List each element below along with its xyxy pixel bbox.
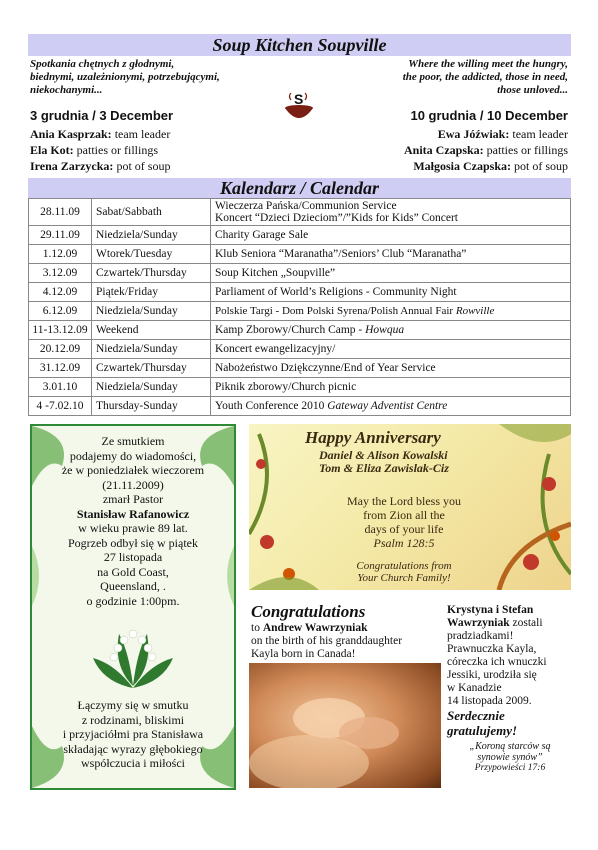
proverb-quote [447,741,573,774]
couple-name: Tom & Eliza Zawislak-Ciz [319,461,449,475]
member-name: Małgosia Czapska: [413,159,511,173]
baby-photo [249,663,441,788]
grandfather-name: Andrew Wawrzyniak [262,622,368,634]
member-role: team leader [512,127,568,141]
logo-letter: S [294,91,304,107]
from-line: Congratulations from [356,560,452,572]
memorial-line: Ze smutkiem [101,434,165,448]
memorial-line: Queensland, . [100,579,166,593]
event-date: 6.12.09 [29,302,92,321]
table-row [29,283,571,302]
anniversary-title: Happy Anniversary [305,428,441,447]
team-date: 10 grudnia / 10 December [410,108,568,123]
event-text: Polskie Targi - Dom Polski Syrena/Polish Annual Fair [215,305,456,317]
congrats-title: Congratulations [251,602,366,621]
memorial-closing [32,698,234,771]
team-right [328,108,568,174]
great-grandparents-surname: Wawrzyniak [447,617,510,629]
memorial-line: na Gold Coast, [97,564,169,579]
table-row [29,359,571,378]
note-line: pradziadkami! [447,630,514,642]
event-day: Niedziela/Sunday [92,340,211,359]
memorial-line: współczucia i miłości [81,756,185,770]
event-name: Koncert ewangelizacyjny/ [211,340,571,359]
event-name: Nabożeństwo Dziękczynne/End of Year Service [211,359,571,378]
event-text: Youth Conference 2010 [215,400,328,412]
event-date: 28.11.09 [29,199,92,226]
member-name: Ela Kot: [30,143,74,157]
event-date: 20.12.09 [29,340,92,359]
calendar-table [28,198,571,416]
memorial-line: podajemy do wiadomości, [69,448,197,463]
note-line: Prawnuczka Kayla, [447,643,537,655]
event-name: Soup Kitchen „Soupville” [211,264,571,283]
event-date: 4.12.09 [29,283,92,302]
event-name [211,302,571,321]
congrats-text [251,622,443,661]
event-text: Kamp Zborowy/Church Camp - [215,324,366,336]
event-line: Wieczerza Pańska/Communion Service [215,200,397,212]
intro-english [330,58,568,97]
member-name: Irena Zarzycka: [30,159,114,173]
event-day: Czwartek/Thursday [92,359,211,378]
memorial-line: Pogrzeb odbył się w piątek [68,535,198,550]
table-row [29,199,571,226]
memorial-line: z rodzinami, bliskimi [81,712,185,727]
event-name: Parliament of World’s Religions - Community Night [211,283,571,302]
intro-polish-line: niekochanymi... [30,84,103,96]
great-grandparents-names: Krystyna i Stefan [447,604,534,616]
table-row [29,397,571,416]
calendar-title: Kalendarz / Calendar [219,178,380,198]
member-role: patties or fillings [76,143,158,157]
memorial-line: zmarł Pastor [102,492,164,506]
quote-line: synowie synów” [477,752,543,763]
note-line: 14 listopada 2009. [447,695,532,707]
event-date: 3.12.09 [29,264,92,283]
intro-english-line: those unloved... [497,84,568,96]
table-row [29,321,571,340]
event-day: Niedziela/Sunday [92,378,211,397]
table-row [29,245,571,264]
anniversary-card [249,424,571,590]
event-day: Weekend [92,321,211,340]
member-name: Ewa Jóźwiak: [437,127,510,141]
soup-pot-icon [281,92,317,124]
event-day: Piątek/Friday [92,283,211,302]
memorial-line: (21.11.2009) [102,477,164,492]
couple-name: Daniel & Alison Kowalski [319,448,448,462]
member-role: team leader [114,127,171,141]
cheer-line: gratulujemy! [447,723,518,738]
event-place: Gateway Adventist Centre [327,400,448,412]
team-member [30,126,270,142]
anniversary-couples [319,449,449,475]
team-member [328,142,568,158]
memorial-text [32,434,234,608]
intro-polish [30,58,290,97]
event-place: Rowville [455,305,495,317]
event-line: Koncert “Dzieci Dzieciom”/”Kids for Kids” Concert [215,212,458,224]
table-row [29,264,571,283]
intro-polish-line: Spotkania chętnych z głodnymi, [30,58,175,70]
congrats-to: to [251,622,263,634]
event-place: Howqua [365,324,405,336]
note-line: Jessiki, urodziła się [447,669,537,681]
event-date: 3.01.10 [29,378,92,397]
from-line: Your Church Family! [357,572,451,584]
event-date: 1.12.09 [29,245,92,264]
quote-line: „Koroną starców są [469,741,551,752]
team-member [30,142,270,158]
event-day: Sabat/Sabbath [92,199,211,226]
intro-english-line: the poor, the addicted, those in need, [402,71,568,83]
congrats-line: Kayla born in Canada! [251,648,356,660]
team-left [30,108,270,174]
event-day: Czwartek/Thursday [92,264,211,283]
memorial-line: Łączymy się w smutku [77,698,189,712]
event-name: Piknik zborowy/Church picnic [211,378,571,397]
table-row [29,378,571,397]
event-name [211,199,571,226]
event-name: Klub Seniora “Maranatha”/Seniors’ Club “Maranatha” [211,245,571,264]
congrats-line: on the birth of his granddaughter [251,635,403,647]
team-member [328,158,568,174]
team-date: 3 grudnia / 3 December [30,108,174,123]
member-name: Ania Kasprzak: [30,127,112,141]
blessing-line: from Zion all the [363,508,445,522]
note-line: córeczka ich wnuczki [447,656,547,668]
page-title: Soup Kitchen Soupville [212,35,387,55]
blessing-line: days of your life [364,522,444,536]
event-name [211,321,571,340]
memorial-notice [30,424,236,790]
team-member [328,126,568,142]
member-role: pot of soup [116,159,171,173]
table-row [29,302,571,321]
great-grandparents-note [447,604,573,774]
bible-verse: Psalm 128:5 [373,536,435,550]
memorial-line: że w poniedziałek wieczorem [61,463,205,477]
memorial-line: składając wyrazy głębokiego [63,741,203,756]
memorial-line: 27 listopada [103,550,163,564]
memorial-line: o godzinie 1:00pm. [86,593,180,608]
event-day: Niedziela/Sunday [92,226,211,245]
deceased-name: Stanisław Rafanowicz [76,506,190,521]
title-bar [28,34,571,56]
event-name: Charity Garage Sale [211,226,571,245]
event-name [211,397,571,416]
cheer-line: Serdecznie [447,708,505,723]
memorial-line: i przyjaciółmi pra Stanisława [62,727,204,741]
member-role: patties or fillings [486,143,568,157]
note-line: zostali [512,617,543,629]
blessing-line: May the Lord bless you [347,494,461,508]
event-date: 29.11.09 [29,226,92,245]
member-role: pot of soup [514,159,568,173]
table-row [29,340,571,359]
event-date: 11-13.12.09 [29,321,92,340]
calendar-bar [28,178,571,198]
event-day: Thursday-Sunday [92,397,211,416]
anniversary-blessing [319,494,489,550]
memorial-line: w wieku prawie 89 lat. [78,521,188,535]
quote-reference: Przypowieści 17:6 [474,763,546,773]
intro-english-line: Where the willing meet the hungry, [408,58,568,70]
note-line: w Kanadzie [447,682,502,694]
anniversary-from [329,560,479,584]
event-day: Wtorek/Tuesday [92,245,211,264]
table-row [29,226,571,245]
event-day: Niedziela/Sunday [92,302,211,321]
intro-polish-line: biednymi, uzależnionymi, potrzebującymi, [30,71,220,83]
team-member [30,158,270,174]
member-name: Anita Czapska: [403,143,484,157]
event-date: 31.12.09 [29,359,92,378]
event-date: 4 -7.02.10 [29,397,92,416]
